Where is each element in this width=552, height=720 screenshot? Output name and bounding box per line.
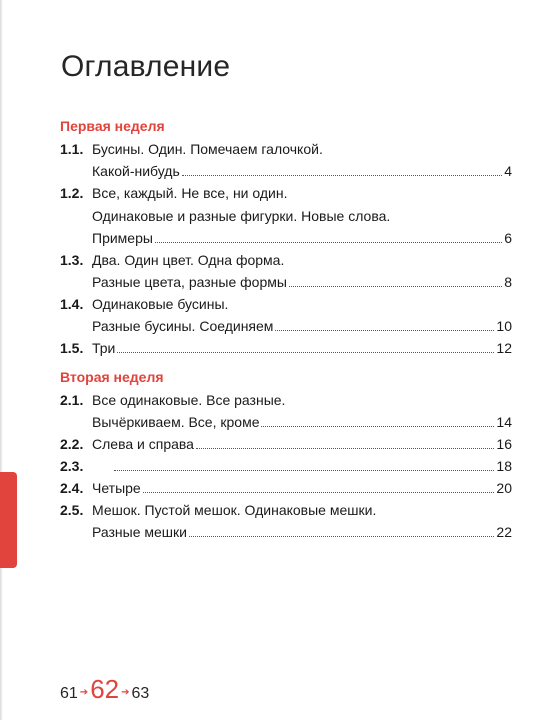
toc-entry-1-2-line-3[interactable] (92, 225, 512, 247)
toc-page-number: 22 (496, 524, 512, 540)
current-page-number: 62 (90, 674, 120, 704)
toc-entry-number: 2.1. (60, 392, 84, 408)
toc-entry-2-1-continued[interactable] (92, 409, 512, 431)
toc-entry-text: Разные мешки (92, 524, 187, 540)
toc-entry-text: Разные цвета, разные формы (92, 274, 287, 290)
toc-page-number: 6 (504, 230, 512, 246)
toc-page-number: 12 (496, 340, 512, 356)
toc-entry-number: 2.2. (60, 436, 84, 452)
toc-entry-text: Бусины. Один. Помечаем галочкой. (92, 141, 323, 157)
toc-entry-text: Вычёркиваем. Все, кроме (92, 414, 260, 430)
toc-entry-text: Одинаковые и разные фигурки. Новые слова. (92, 208, 391, 224)
toc-entry-number: 2.5. (60, 502, 84, 518)
dot-leader (182, 175, 502, 176)
section-title-week1: Первая неделя (60, 118, 165, 134)
toc-entry-number: 1.4. (60, 296, 84, 312)
dot-leader (155, 242, 502, 243)
toc-entry-text: Какой-нибудь (92, 163, 180, 179)
dot-leader (189, 536, 494, 537)
toc-entry-1-4-continued[interactable] (92, 313, 512, 335)
toc-entry-1-5[interactable] (60, 335, 512, 357)
dot-leader (289, 286, 502, 287)
toc-entry-text: Мешок. Пустой мешок. Одинаковые мешки. (92, 502, 377, 518)
toc-entry-number: 1.3. (60, 252, 84, 268)
toc-entry-2-1[interactable] (60, 387, 512, 409)
toc-entry-1-2-line-2[interactable] (92, 203, 512, 225)
section-title-week2: Вторая неделя (60, 369, 164, 385)
toc-page-number: 4 (504, 163, 512, 179)
toc-page-number: 10 (496, 318, 512, 334)
toc-entry-number: 2.4. (60, 480, 84, 496)
page-title: Оглавление (61, 50, 231, 83)
page-pager (60, 674, 149, 705)
arrow-right-icon: ➔ (121, 687, 130, 698)
dot-leader (275, 330, 494, 331)
toc-entry-1-1[interactable] (60, 136, 512, 158)
toc-page-number: 8 (504, 274, 512, 290)
dot-leader (117, 352, 494, 353)
toc-entry-1-3-continued[interactable] (92, 269, 512, 291)
dot-leader (196, 448, 494, 449)
toc-entry-text: Все, каждый. Не все, ни один. (92, 185, 288, 201)
page-edge-shadow (0, 0, 3, 720)
toc-entry-number: 1.2. (60, 185, 84, 201)
toc-entry-2-5-continued[interactable] (92, 519, 512, 541)
toc-entry-1-2[interactable] (60, 180, 512, 202)
toc-entry-text: Разные бусины. Соединяем (92, 318, 274, 334)
toc-page-number: 20 (496, 480, 512, 496)
toc-entry-text: Одинаковые бусины. (92, 296, 229, 312)
toc-entry-text: Примеры (92, 230, 153, 246)
toc-entry-text: Все одинаковые. Все разные. (92, 392, 286, 408)
toc-entry-number: 2.3. (60, 458, 84, 474)
toc-entry-2-2[interactable] (60, 431, 512, 453)
toc-page-number: 14 (496, 414, 512, 430)
toc-entry-text: Два. Один цвет. Одна форма. (92, 252, 285, 268)
arrow-right-icon: ➔ (79, 687, 89, 698)
toc-entry-text: Три (92, 340, 116, 356)
toc-entry-1-4[interactable] (60, 291, 512, 313)
toc-page-number: 18 (496, 458, 512, 474)
previous-page-number[interactable]: 61 (60, 685, 78, 702)
dot-leader (261, 426, 494, 427)
toc-entry-2-5[interactable] (60, 497, 512, 519)
toc-entry-1-1-continued[interactable] (92, 158, 512, 180)
red-side-tab (0, 472, 17, 568)
dot-leader (114, 470, 494, 471)
toc-entry-text: Слева и справа (92, 436, 194, 452)
dot-leader (143, 492, 495, 493)
toc-entry-2-4[interactable] (60, 475, 512, 497)
next-page-number[interactable]: 63 (131, 685, 150, 702)
toc-entry-1-3[interactable] (60, 247, 512, 269)
toc-entry-text: Четыре (92, 480, 141, 496)
toc-entry-number: 1.1. (60, 141, 84, 157)
toc-entry-number: 1.5. (60, 340, 84, 356)
toc-page-number: 16 (496, 436, 512, 452)
toc-entry-2-3[interactable] (60, 453, 512, 475)
